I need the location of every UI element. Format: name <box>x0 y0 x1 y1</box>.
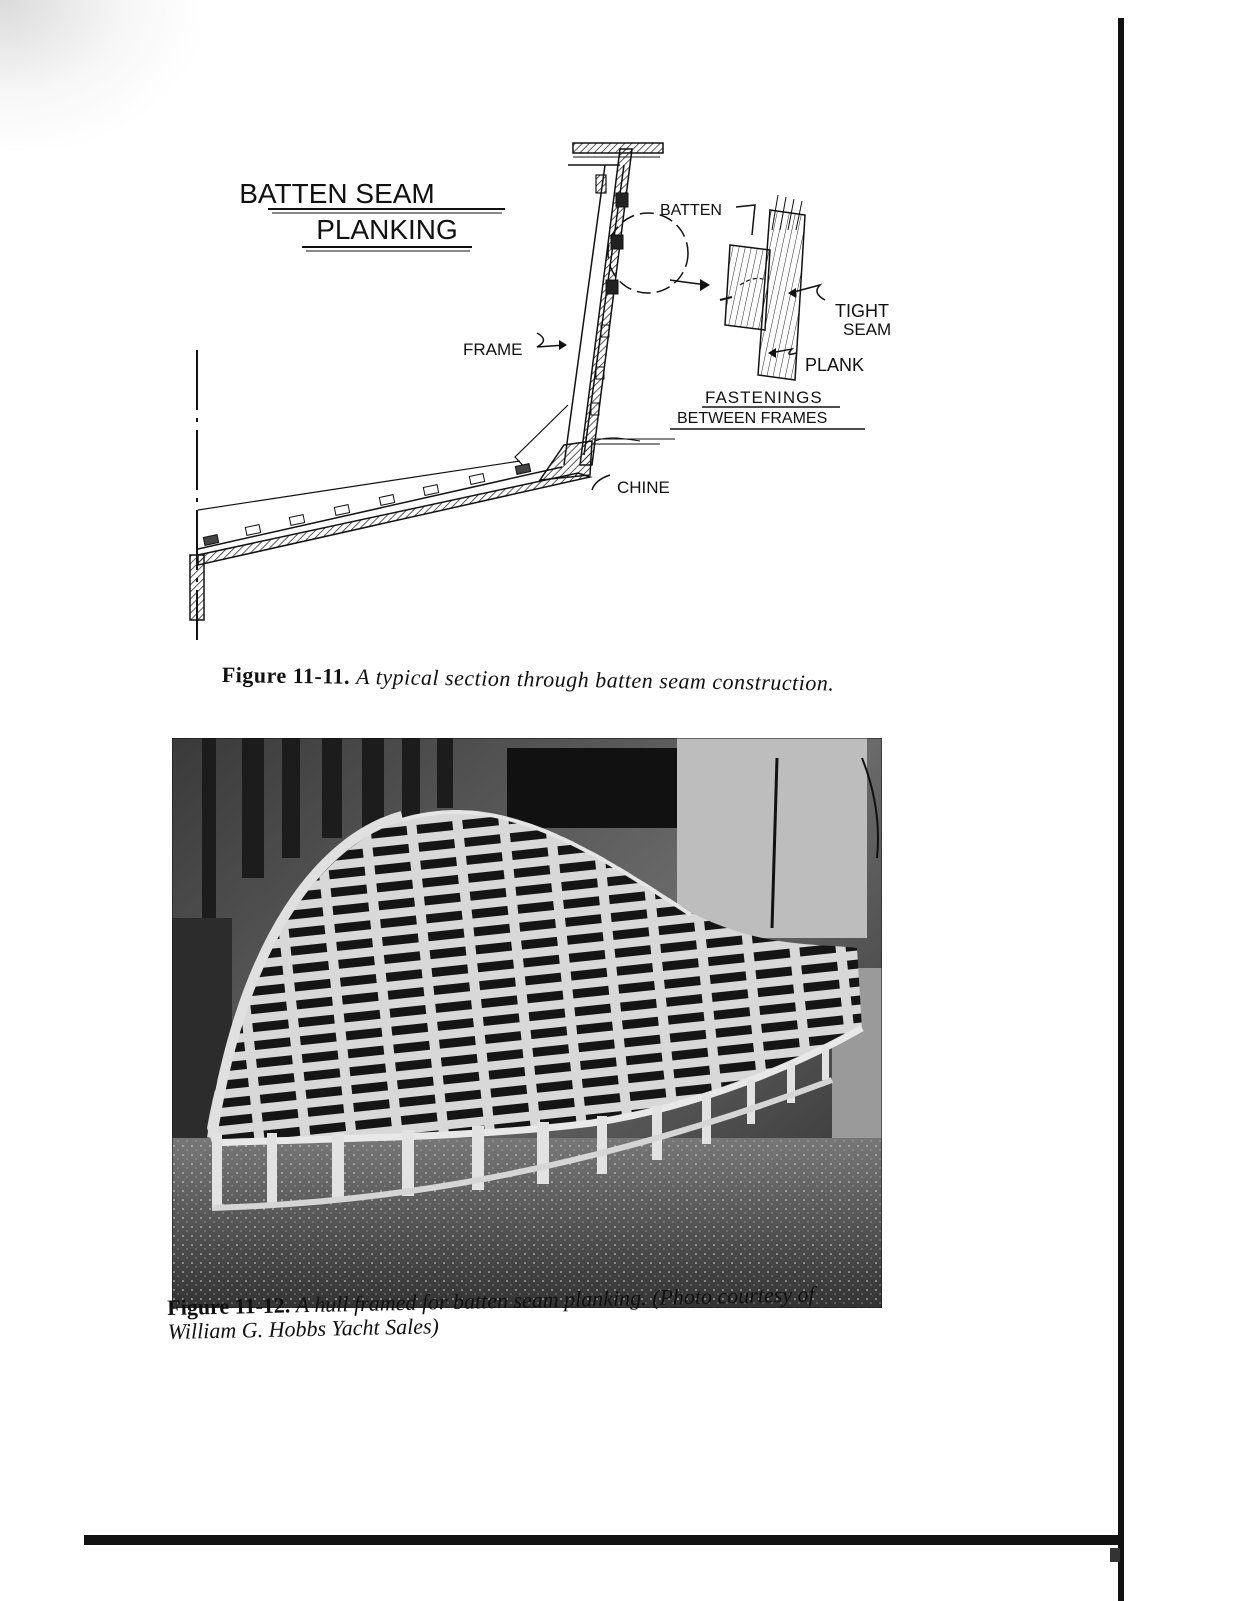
drawing-title-line1: BATTEN SEAM <box>239 178 435 209</box>
label-batten: BATTEN <box>660 202 722 219</box>
scan-mark <box>1110 1548 1120 1562</box>
scan-shadow <box>0 0 200 150</box>
figure-11-11-number: Figure 11-11. <box>221 662 351 689</box>
label-frame: FRAME <box>463 340 523 359</box>
label-plank: PLANK <box>805 355 865 375</box>
figure-11-12-text: A hull framed for batten seam planking. (Photo courtesy of William G. Hobbs Yacht Sales) <box>167 1281 815 1344</box>
label-seam: SEAM <box>843 320 892 339</box>
page-edge-bottom <box>84 1535 1124 1545</box>
drawing-title-line2: PLANKING <box>316 214 458 245</box>
page-edge-right <box>1118 18 1124 1601</box>
hull-framing-photo <box>172 738 882 1308</box>
label-tight: TIGHT <box>835 301 889 321</box>
figure-11-12-number: Figure 11-12. <box>166 1292 291 1320</box>
label-chine: CHINE <box>617 478 670 497</box>
figure-11-11-caption <box>222 663 835 696</box>
figure-11-11-text: A typical section through batten seam construction. <box>355 663 835 696</box>
label-fastenings: FASTENINGS <box>705 388 823 407</box>
label-between-frames: BETWEEN FRAMES <box>677 410 828 427</box>
batten-seam-drawing <box>180 135 920 645</box>
